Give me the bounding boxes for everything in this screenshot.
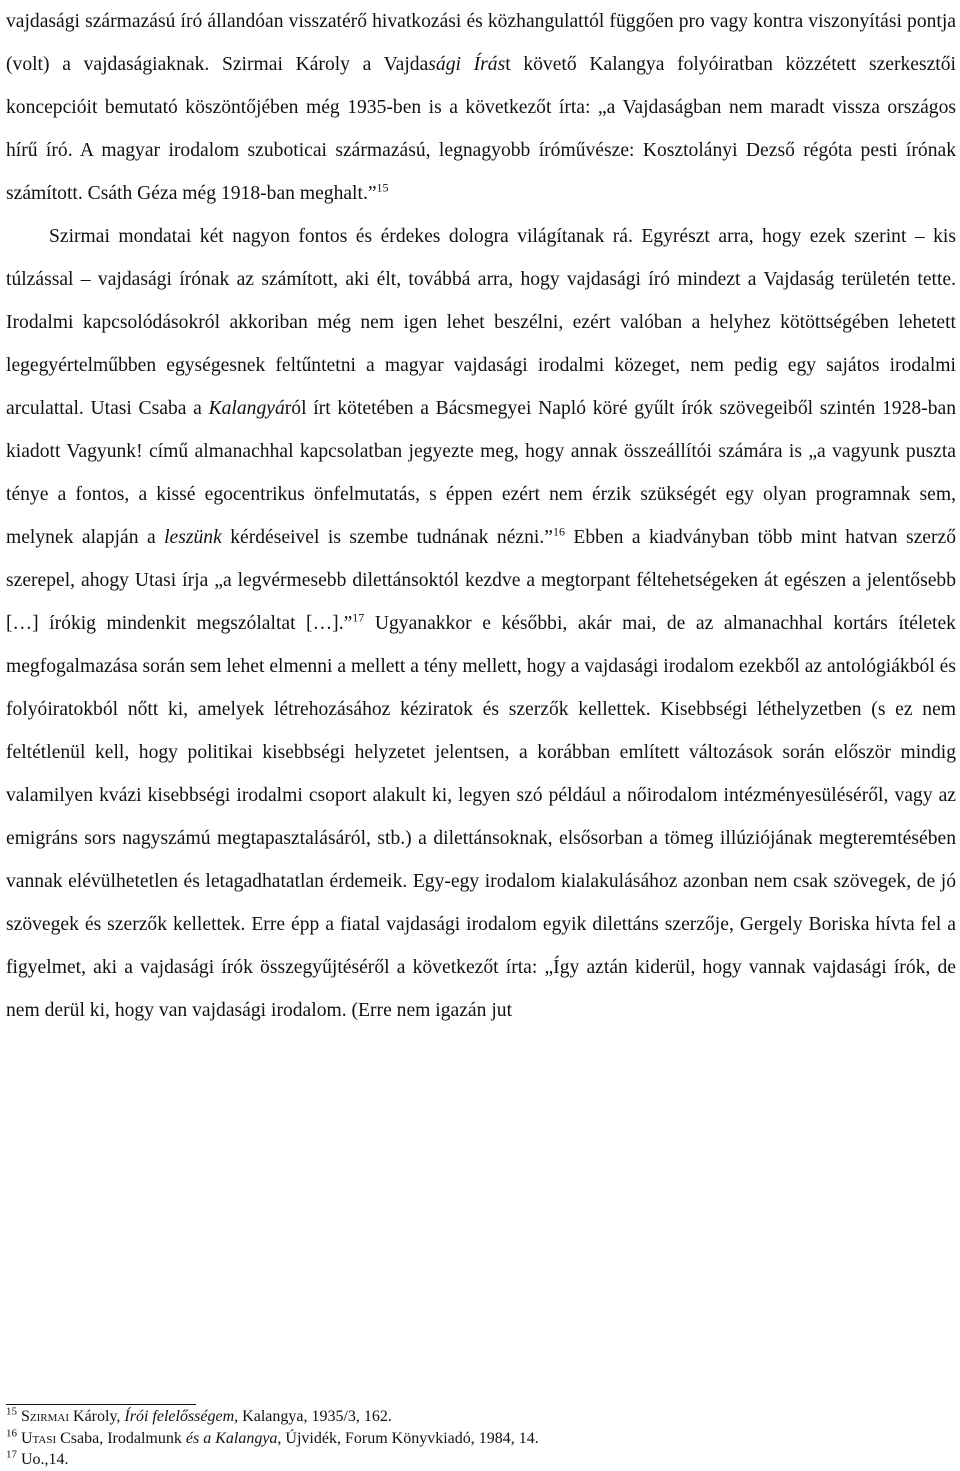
- footnote-text: , Kalangya, 1935/3, 162.: [234, 1408, 392, 1425]
- footnote-17: [6, 1449, 956, 1471]
- footnote-text: Csaba, Irodalmunk: [56, 1429, 186, 1447]
- footnote-ref-17[interactable]: 17: [352, 610, 365, 625]
- footnote-author: Utasi: [21, 1429, 57, 1447]
- paragraph-1: [6, 0, 956, 215]
- footnote-title: és a Kalangya: [185, 1429, 278, 1447]
- footnote-text: Uo.,14.: [21, 1451, 69, 1468]
- paragraph-2: [6, 215, 956, 1032]
- footnote-ref-16[interactable]: 16: [552, 524, 565, 539]
- text-run: ról írt kötetében a Bácsmegyei Napló köré gyűlt írók szövegeiből szintén 1928-ban kiadott Vagyunk! című almanachhal kapcsolatban jegyezte meg, hogy annak összeállítói számára is „a vagyunk puszta ténye a fontos, a kissé egocentrikus önfelmutatás, s éppen ezért nem érzik szükségét egy olyan programnak sem, melynek alapján a: [6, 398, 956, 548]
- text-run: kérdéseivel is szembe tudnának nézni.”: [221, 527, 553, 548]
- footnote-16: [6, 1428, 956, 1450]
- footnote-separator: [6, 1404, 196, 1405]
- text-run: vajdasági származású író állandóan visszatérő hivatkozási és közhangulattól függően pro vagy kontra viszonyítási pontja (volt) a vajdaságiaknak. Szirmai Károly a Vajda: [6, 11, 956, 75]
- footnotes: [6, 1406, 956, 1471]
- footnote-author: Szirmai: [21, 1408, 70, 1425]
- text-run: Szirmai mondatai két nagyon fontos és érdekes dologra világítanak rá. Egyrészt arra, hogy ezek szerint – kis túlzással – vajdasági írónak az számított, aki élt, továbbá arra, hogy vajdasági író mindezt a Vajdaság területén tette. Irodalmi kapcsolódásokról akkoriban még nem igen lehet beszélni, ezért valóban a helyhez kötöttségében lehetett legegyértelműbben egységesnek feltűntetni a magyar vajdasági irodalmi közeget, nem pedig egy sajátos irodalmi arculattal. Utasi Csaba a: [6, 226, 956, 419]
- footnote-15: [6, 1406, 956, 1428]
- footnote-ref-15[interactable]: 15: [376, 180, 389, 195]
- italic-run: sági Írás: [428, 54, 506, 75]
- footnote-number: 15: [6, 1405, 17, 1418]
- text-run: Ebben a kiadványban több mint hatvan szerző szerepel, ahogy Utasi írja „a legvérmesebb dilettánsoktól kezdve a megtorpant féltehetségeken át egészen a jelentősebb […] írókig mindenkit megszólaltat […].”: [6, 527, 956, 634]
- footnote-number: 16: [6, 1427, 17, 1440]
- body-text: [6, 0, 956, 1032]
- footnote-text: , Újvidék, Forum Könyvkiadó, 1984, 14.: [277, 1429, 539, 1447]
- text-run: Ugyanakkor e későbbi, akár mai, de az almanachhal kortárs ítéletek megfogalmazása során sem lehet elmenni a mellett a tény mellett, hogy a vajdasági irodalom ezekből az antológiákból és folyóiratokból nőtt ki, amelyek létrehozásához kéziratok és szerzők kellettek. Kisebbségi léthelyzetben (s ez nem feltétlenül kell, hogy politikai kisebbségi helyzetet jelentsen, a korábban említett változások során először mindig valamilyen kvázi kisebbségi irodalmi csoport alakult ki, legyen szó például a nőirodalom intézményesüléséről, vagy az emigráns sors nagyszámú megtapasztalásáról, stb.) a dilettánsoknak, elsősorban a tömeg illúziójának megteremtésében vannak elévülhetetlen és letagadhatatlan érdemeik. Egy-egy irodalom kialakulásához azonban nem csak szövegek, de jó szövegek és szerzők kellettek. Erre épp a fiatal vajdasági irodalom egyik dilettáns szerzője, Gergely Boriska hívta fel a figyelmet, aki a vajdasági írók összegyűjtéséről a következőt írta: „Így aztán kiderül, hogy vannak vajdasági írók, de nem derül ki, hogy van vajdasági irodalom. (Erre nem igazán jut: [6, 613, 956, 1021]
- italic-run: leszünk: [164, 527, 222, 548]
- footnote-number: 17: [6, 1448, 17, 1461]
- text-run: t követő Kalangya folyóiratban közzétett szerkesztői koncepcióit bemutató köszöntőjében még 1935-ben is a következőt írta: „a Vajdaságban nem maradt vissza országos hírű író. A magyar irodalom szuboticai származású, legnagyobb íróművésze: Kosztolányi Dezső régóta pesti írónak számított. Csáth Géza még 1918-ban meghalt.”: [6, 54, 956, 204]
- footnote-text: Károly,: [69, 1408, 125, 1425]
- footnote-title: Írói felelősségem: [124, 1408, 235, 1425]
- italic-run: Kalangyá: [208, 398, 285, 419]
